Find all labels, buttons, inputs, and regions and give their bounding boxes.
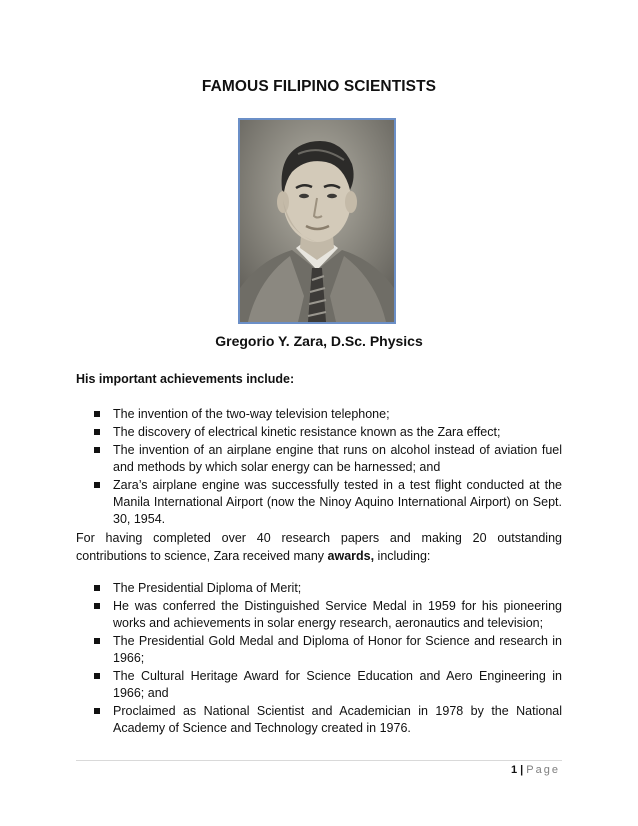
awards-paragraph-tail: including: xyxy=(374,549,431,563)
list-item-text: He was conferred the Distinguished Service Medal in 1959 for his pioneering works and achievements in solar energy research, aeronautics and television; xyxy=(113,599,562,630)
bullet-square-icon xyxy=(94,708,100,714)
list-item xyxy=(76,406,562,423)
bullet-square-icon xyxy=(94,673,100,679)
list-item xyxy=(76,633,562,667)
page-number: 1 xyxy=(510,764,518,776)
bullet-square-icon xyxy=(94,638,100,644)
list-item-text: Zara’s airplane engine was successfully tested in a test flight conducted at the Manila International Airport (now the Ninoy Aquino International Airport) on Sept. 30, 1954. xyxy=(113,478,562,526)
list-item xyxy=(76,703,562,737)
awards-paragraph xyxy=(76,529,562,565)
list-item-text: The Cultural Heritage Award for Science Education and Aero Engineering in 1966; and xyxy=(113,669,562,700)
list-item xyxy=(76,424,562,441)
awards-paragraph-text: For having completed over 40 research papers and making 20 outstanding contributions to science, Zara received many xyxy=(76,531,562,563)
portrait-image xyxy=(240,120,394,322)
list-item-text: The discovery of electrical kinetic resistance known as the Zara effect; xyxy=(113,425,501,439)
footer-divider xyxy=(76,760,562,761)
list-item-text: The Presidential Diploma of Merit; xyxy=(113,581,302,595)
list-item-text: Proclaimed as National Scientist and Academician in 1978 by the National Academy of Science and Technology created in 1976. xyxy=(113,704,562,735)
awards-list xyxy=(76,580,562,738)
list-item xyxy=(76,598,562,632)
list-item-text: The invention of an airplane engine that runs on alcohol instead of aviation fuel and methods by which solar energy can be harnessed; and xyxy=(113,443,562,474)
page-footer xyxy=(511,764,560,776)
portrait-photo xyxy=(238,118,396,324)
page-separator: | xyxy=(517,764,527,776)
achievements-heading: His important achievements include: xyxy=(76,372,295,386)
achievements-list xyxy=(76,406,562,529)
bullet-square-icon xyxy=(94,411,100,417)
list-item xyxy=(76,442,562,476)
page-label: Page xyxy=(526,764,560,776)
awards-bold-word: awards, xyxy=(327,549,375,563)
list-item-text: The Presidential Gold Medal and Diploma of Honor for Science and research in 1966; xyxy=(113,634,562,665)
list-item-text: The invention of the two-way television telephone; xyxy=(113,407,390,421)
list-item xyxy=(76,668,562,702)
bullet-square-icon xyxy=(94,482,100,488)
bullet-square-icon xyxy=(94,603,100,609)
bullet-square-icon xyxy=(94,447,100,453)
document-title: FAMOUS FILIPINO SCIENTISTS xyxy=(201,78,437,95)
list-item xyxy=(76,580,562,597)
bullet-square-icon xyxy=(94,429,100,435)
bullet-square-icon xyxy=(94,585,100,591)
list-item xyxy=(76,477,562,528)
portrait-caption: Gregorio Y. Zara, D.Sc. Physics xyxy=(215,333,423,349)
